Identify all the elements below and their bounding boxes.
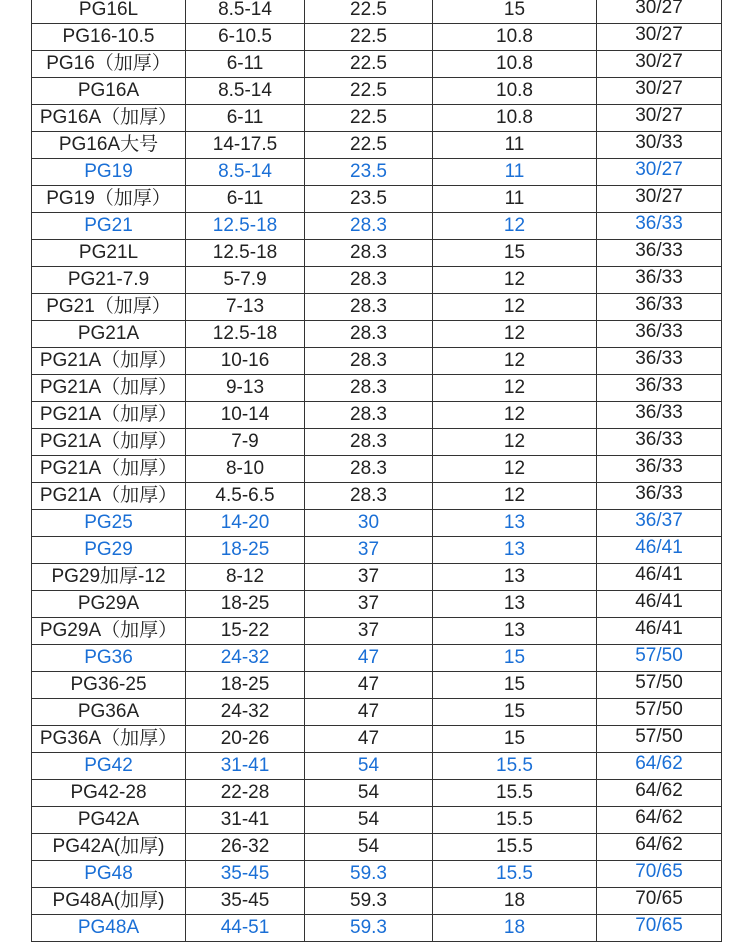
wrench-size-cell: 57/50	[597, 672, 722, 699]
model-cell: PG21A	[32, 321, 186, 348]
model-cell: PG21	[32, 213, 186, 240]
model-cell: PG48A	[32, 915, 186, 942]
model-cell: PG21-7.9	[32, 267, 186, 294]
wrench-size-cell: 57/50	[597, 645, 722, 672]
wrench-size-cell: 46/41	[597, 564, 722, 591]
cable-range-cell: 8.5-14	[186, 78, 305, 105]
height-cell: 12	[433, 321, 597, 348]
wrench-size-cell: 36/33	[597, 321, 722, 348]
table-row	[32, 321, 722, 348]
table-row	[32, 780, 722, 807]
table-row	[32, 537, 722, 564]
thread-diameter-cell: 47	[305, 645, 433, 672]
height-cell: 10.8	[433, 105, 597, 132]
height-cell: 13	[433, 510, 597, 537]
thread-diameter-cell: 30	[305, 510, 433, 537]
cable-range-cell: 31-41	[186, 807, 305, 834]
model-cell: PG16-10.5	[32, 24, 186, 51]
height-cell: 10.8	[433, 51, 597, 78]
table-row	[32, 294, 722, 321]
cable-range-cell: 22-28	[186, 780, 305, 807]
model-cell: PG19	[32, 159, 186, 186]
table-row	[32, 213, 722, 240]
height-cell: 11	[433, 132, 597, 159]
model-cell: PG36	[32, 645, 186, 672]
thread-diameter-cell: 22.5	[305, 78, 433, 105]
model-cell: PG42	[32, 753, 186, 780]
height-cell: 13	[433, 618, 597, 645]
model-cell: PG21A（加厚）	[32, 483, 186, 510]
thread-diameter-cell: 28.3	[305, 375, 433, 402]
cable-range-cell: 7-9	[186, 429, 305, 456]
height-cell: 12	[433, 294, 597, 321]
wrench-size-cell: 64/62	[597, 834, 722, 861]
wrench-size-cell: 36/33	[597, 294, 722, 321]
model-cell: PG29	[32, 537, 186, 564]
height-cell: 15	[433, 726, 597, 753]
model-cell: PG42-28	[32, 780, 186, 807]
model-cell: PG36-25	[32, 672, 186, 699]
cable-range-cell: 10-14	[186, 402, 305, 429]
table-row	[32, 105, 722, 132]
height-cell: 15	[433, 672, 597, 699]
model-cell: PG21A（加厚）	[32, 402, 186, 429]
height-cell: 15.5	[433, 861, 597, 888]
height-cell: 15	[433, 699, 597, 726]
model-cell: PG16（加厚）	[32, 51, 186, 78]
cable-range-cell: 15-22	[186, 618, 305, 645]
wrench-size-cell: 36/33	[597, 240, 722, 267]
wrench-size-cell: 36/33	[597, 483, 722, 510]
wrench-size-cell: 70/65	[597, 861, 722, 888]
cable-range-cell: 18-25	[186, 591, 305, 618]
model-cell: PG21A（加厚）	[32, 375, 186, 402]
wrench-size-cell: 46/41	[597, 591, 722, 618]
table-row	[32, 591, 722, 618]
thread-diameter-cell: 23.5	[305, 186, 433, 213]
height-cell: 13	[433, 537, 597, 564]
height-cell: 15	[433, 0, 597, 24]
thread-diameter-cell: 28.3	[305, 240, 433, 267]
model-cell: PG48	[32, 861, 186, 888]
model-cell: PG21A（加厚）	[32, 429, 186, 456]
thread-diameter-cell: 22.5	[305, 105, 433, 132]
height-cell: 10.8	[433, 78, 597, 105]
wrench-size-cell: 36/33	[597, 429, 722, 456]
height-cell: 12	[433, 483, 597, 510]
wrench-size-cell: 30/33	[597, 132, 722, 159]
cable-range-cell: 6-11	[186, 51, 305, 78]
wrench-size-cell: 36/33	[597, 402, 722, 429]
model-cell: PG21（加厚）	[32, 294, 186, 321]
cable-range-cell: 18-25	[186, 537, 305, 564]
thread-diameter-cell: 47	[305, 726, 433, 753]
model-cell: PG16A	[32, 78, 186, 105]
wrench-size-cell: 46/41	[597, 537, 722, 564]
cable-range-cell: 8-12	[186, 564, 305, 591]
model-cell: PG29A	[32, 591, 186, 618]
wrench-size-cell: 70/65	[597, 915, 722, 942]
table-row	[32, 699, 722, 726]
table-row	[32, 78, 722, 105]
thread-diameter-cell: 28.3	[305, 402, 433, 429]
thread-diameter-cell: 59.3	[305, 861, 433, 888]
cable-range-cell: 20-26	[186, 726, 305, 753]
table-row	[32, 726, 722, 753]
table-row	[32, 132, 722, 159]
model-cell: PG16L	[32, 0, 186, 24]
table-row	[32, 402, 722, 429]
thread-diameter-cell: 37	[305, 564, 433, 591]
wrench-size-cell: 36/33	[597, 213, 722, 240]
thread-diameter-cell: 54	[305, 834, 433, 861]
thread-diameter-cell: 28.3	[305, 267, 433, 294]
table-row	[32, 51, 722, 78]
height-cell: 13	[433, 591, 597, 618]
height-cell: 18	[433, 915, 597, 942]
thread-diameter-cell: 28.3	[305, 456, 433, 483]
wrench-size-cell: 30/27	[597, 159, 722, 186]
cable-range-cell: 24-32	[186, 699, 305, 726]
table-row	[32, 375, 722, 402]
height-cell: 12	[433, 213, 597, 240]
wrench-size-cell: 64/62	[597, 807, 722, 834]
table-row	[32, 807, 722, 834]
thread-diameter-cell: 59.3	[305, 915, 433, 942]
cable-range-cell: 31-41	[186, 753, 305, 780]
thread-diameter-cell: 37	[305, 618, 433, 645]
model-cell: PG19（加厚）	[32, 186, 186, 213]
thread-diameter-cell: 28.3	[305, 429, 433, 456]
height-cell: 12	[433, 375, 597, 402]
height-cell: 12	[433, 429, 597, 456]
table-row	[32, 24, 722, 51]
cable-range-cell: 44-51	[186, 915, 305, 942]
thread-diameter-cell: 22.5	[305, 132, 433, 159]
thread-diameter-cell: 22.5	[305, 0, 433, 24]
cable-range-cell: 12.5-18	[186, 213, 305, 240]
thread-diameter-cell: 22.5	[305, 24, 433, 51]
wrench-size-cell: 64/62	[597, 780, 722, 807]
cable-range-cell: 12.5-18	[186, 321, 305, 348]
table-row	[32, 510, 722, 537]
cable-range-cell: 4.5-6.5	[186, 483, 305, 510]
height-cell: 11	[433, 186, 597, 213]
thread-diameter-cell: 37	[305, 591, 433, 618]
cable-range-cell: 7-13	[186, 294, 305, 321]
model-cell: PG25	[32, 510, 186, 537]
height-cell: 15.5	[433, 753, 597, 780]
model-cell: PG21L	[32, 240, 186, 267]
table-row	[32, 429, 722, 456]
wrench-size-cell: 64/62	[597, 753, 722, 780]
spec-table	[31, 0, 722, 942]
cable-range-cell: 6-10.5	[186, 24, 305, 51]
cable-range-cell: 6-11	[186, 186, 305, 213]
table-row	[32, 159, 722, 186]
cable-range-cell: 26-32	[186, 834, 305, 861]
table-row	[32, 645, 722, 672]
model-cell: PG16A大号	[32, 132, 186, 159]
cable-range-cell: 18-25	[186, 672, 305, 699]
thread-diameter-cell: 28.3	[305, 483, 433, 510]
model-cell: PG48A(加厚)	[32, 888, 186, 915]
cable-range-cell: 14-17.5	[186, 132, 305, 159]
wrench-size-cell: 36/33	[597, 267, 722, 294]
model-cell: PG29加厚-12	[32, 564, 186, 591]
table-row	[32, 915, 722, 942]
wrench-size-cell: 36/33	[597, 348, 722, 375]
wrench-size-cell: 36/33	[597, 375, 722, 402]
thread-diameter-cell: 54	[305, 807, 433, 834]
cable-range-cell: 5-7.9	[186, 267, 305, 294]
height-cell: 15.5	[433, 807, 597, 834]
table-row	[32, 483, 722, 510]
table-row	[32, 888, 722, 915]
wrench-size-cell: 30/27	[597, 51, 722, 78]
height-cell: 12	[433, 267, 597, 294]
model-cell: PG42A(加厚)	[32, 834, 186, 861]
height-cell: 15	[433, 240, 597, 267]
wrench-size-cell: 46/41	[597, 618, 722, 645]
thread-diameter-cell: 47	[305, 699, 433, 726]
thread-diameter-cell: 59.3	[305, 888, 433, 915]
thread-diameter-cell: 23.5	[305, 159, 433, 186]
table-row	[32, 753, 722, 780]
thread-diameter-cell: 47	[305, 672, 433, 699]
wrench-size-cell: 30/27	[597, 24, 722, 51]
height-cell: 11	[433, 159, 597, 186]
cable-range-cell: 8-10	[186, 456, 305, 483]
cable-range-cell: 6-11	[186, 105, 305, 132]
cable-range-cell: 12.5-18	[186, 240, 305, 267]
cable-range-cell: 35-45	[186, 888, 305, 915]
model-cell: PG36A	[32, 699, 186, 726]
height-cell: 13	[433, 564, 597, 591]
model-cell: PG16A（加厚）	[32, 105, 186, 132]
wrench-size-cell: 70/65	[597, 888, 722, 915]
height-cell: 12	[433, 402, 597, 429]
table-row	[32, 267, 722, 294]
table-row	[32, 348, 722, 375]
cable-range-cell: 8.5-14	[186, 0, 305, 24]
table-row	[32, 672, 722, 699]
thread-diameter-cell: 28.3	[305, 213, 433, 240]
cable-range-cell: 35-45	[186, 861, 305, 888]
table-row	[32, 834, 722, 861]
height-cell: 12	[433, 456, 597, 483]
table-row	[32, 240, 722, 267]
table-row	[32, 456, 722, 483]
cable-range-cell: 14-20	[186, 510, 305, 537]
height-cell: 15	[433, 645, 597, 672]
wrench-size-cell: 36/37	[597, 510, 722, 537]
thread-diameter-cell: 28.3	[305, 348, 433, 375]
height-cell: 10.8	[433, 24, 597, 51]
model-cell: PG29A（加厚）	[32, 618, 186, 645]
thread-diameter-cell: 54	[305, 753, 433, 780]
cable-range-cell: 9-13	[186, 375, 305, 402]
height-cell: 12	[433, 348, 597, 375]
spec-table-body	[32, 0, 722, 942]
table-row	[32, 564, 722, 591]
height-cell: 15.5	[433, 834, 597, 861]
table-row	[32, 0, 722, 24]
table-row	[32, 618, 722, 645]
wrench-size-cell: 30/27	[597, 78, 722, 105]
height-cell: 18	[433, 888, 597, 915]
model-cell: PG21A（加厚）	[32, 456, 186, 483]
cable-range-cell: 24-32	[186, 645, 305, 672]
model-cell: PG21A（加厚）	[32, 348, 186, 375]
table-row	[32, 186, 722, 213]
thread-diameter-cell: 54	[305, 780, 433, 807]
thread-diameter-cell: 22.5	[305, 51, 433, 78]
wrench-size-cell: 36/33	[597, 456, 722, 483]
table-row	[32, 861, 722, 888]
wrench-size-cell: 30/27	[597, 105, 722, 132]
model-cell: PG42A	[32, 807, 186, 834]
model-cell: PG36A（加厚）	[32, 726, 186, 753]
thread-diameter-cell: 37	[305, 537, 433, 564]
wrench-size-cell: 57/50	[597, 699, 722, 726]
wrench-size-cell: 30/27	[597, 0, 722, 24]
thread-diameter-cell: 28.3	[305, 321, 433, 348]
height-cell: 15.5	[433, 780, 597, 807]
cable-range-cell: 8.5-14	[186, 159, 305, 186]
cable-range-cell: 10-16	[186, 348, 305, 375]
wrench-size-cell: 57/50	[597, 726, 722, 753]
thread-diameter-cell: 28.3	[305, 294, 433, 321]
wrench-size-cell: 30/27	[597, 186, 722, 213]
